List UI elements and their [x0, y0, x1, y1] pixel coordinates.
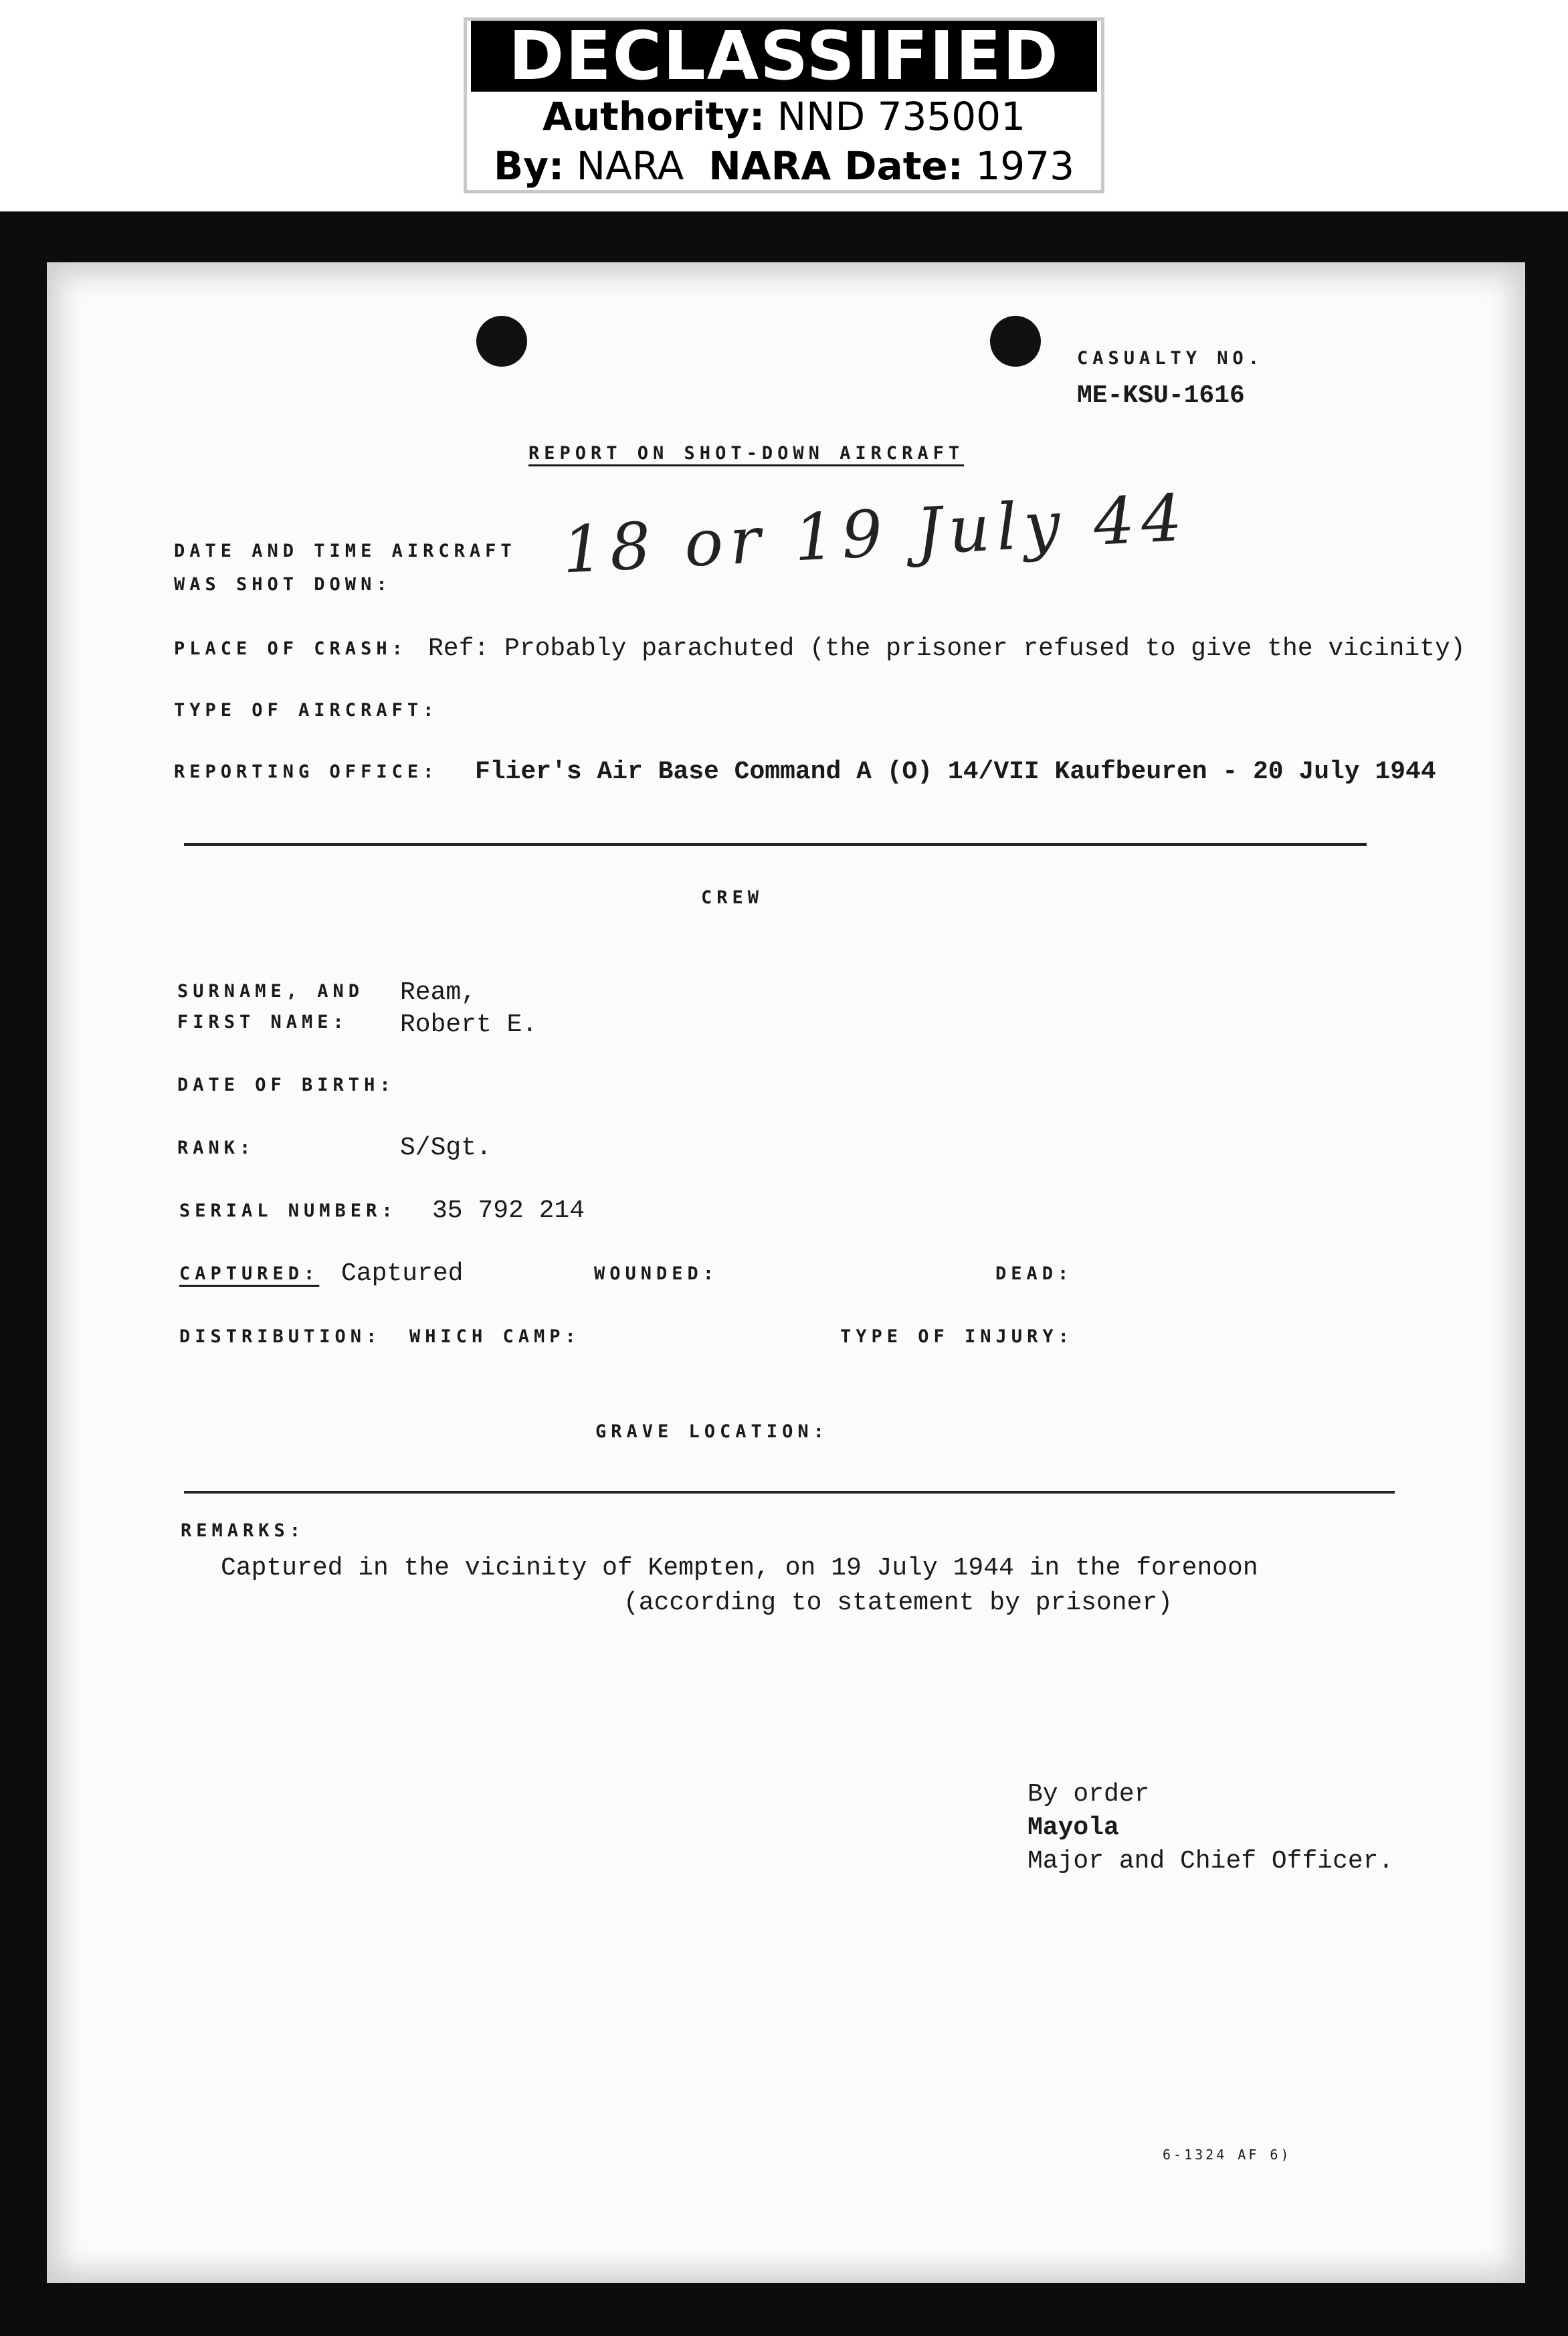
remarks-line-2: (according to statement by prisoner) — [623, 1589, 1173, 1617]
reporting-office-value: Flier's Air Base Command A (O) 14/VII Kaufbeuren - 20 July 1944 — [475, 757, 1436, 786]
signature-line-1: By order — [1027, 1780, 1150, 1809]
punch-hole-left — [476, 316, 527, 367]
surname-value: Ream, — [400, 978, 477, 1007]
grave-location-label: GRAVE LOCATION: — [595, 1421, 829, 1442]
place-of-crash-label: PLACE OF CRASH: — [174, 638, 407, 659]
remarks-line-1: Captured in the vicinity of Kempten, on 19 July 1944 in the forenoon — [221, 1554, 1258, 1583]
crew-heading: CREW — [701, 887, 764, 908]
signature-line-3: Major and Chief Officer. — [1027, 1847, 1394, 1876]
date-time-label-line-1: DATE AND TIME AIRCRAFT — [174, 541, 516, 561]
stamp-date-label: NARA Date: — [708, 143, 963, 189]
stamp-authority-label: Authority: — [543, 94, 765, 139]
serial-number-label: SERIAL NUMBER: — [179, 1200, 397, 1221]
place-of-crash-value: Ref: Probably parachuted (the prisoner refused to give the vicinity) — [428, 634, 1466, 663]
date-time-label-line-2: WAS SHOT DOWN: — [174, 574, 392, 595]
stamp-authority-value: NND 735001 — [777, 94, 1025, 139]
divider-bottom — [184, 1491, 1395, 1494]
rank-value: S/Sgt. — [400, 1134, 492, 1162]
remarks-label: REMARKS: — [181, 1520, 306, 1541]
divider-top — [184, 843, 1367, 846]
date-time-handwritten: 18 or 19 July 44 — [560, 480, 1191, 588]
signature-line-2: Mayola — [1027, 1813, 1119, 1842]
punch-hole-right — [990, 316, 1041, 367]
date-of-birth-label: DATE OF BIRTH: — [177, 1075, 395, 1095]
captured-value: Captured — [341, 1259, 464, 1288]
scan-frame — [0, 211, 1568, 2336]
form-number: 6-1324 AF 6) — [1163, 2147, 1292, 2163]
serial-number-value: 35 792 214 — [432, 1196, 585, 1225]
reporting-office-label: REPORTING OFFICE: — [174, 761, 439, 782]
declassified-stamp — [464, 17, 1104, 193]
casualty-number-value: ME-KSU-1616 — [1077, 381, 1245, 410]
stamp-date-value: 1973 — [975, 143, 1074, 189]
document-page — [47, 262, 1525, 2283]
distribution-label: DISTRIBUTION: — [179, 1326, 382, 1347]
wounded-label: WOUNDED: — [594, 1263, 719, 1284]
type-of-aircraft-label: TYPE OF AIRCRAFT: — [174, 700, 439, 721]
type-of-injury-label: TYPE OF INJURY: — [840, 1326, 1074, 1347]
rank-label: RANK: — [177, 1138, 256, 1158]
surname-label-line-1: SURNAME, AND — [177, 981, 365, 1002]
surname-label-line-2: FIRST NAME: — [177, 1012, 349, 1032]
report-title: REPORT ON SHOT-DOWN AIRCRAFT — [528, 443, 965, 464]
which-camp-label: WHICH CAMP: — [409, 1326, 581, 1347]
casualty-number-label: CASUALTY NO. — [1077, 348, 1264, 369]
dead-label: DEAD: — [995, 1263, 1074, 1284]
captured-label: CAPTURED: — [179, 1263, 320, 1284]
stamp-authority — [467, 92, 1101, 141]
stamp-title: DECLASSIFIED — [471, 21, 1097, 92]
stamp-by-date — [467, 141, 1101, 191]
stamp-by-label: By: — [494, 143, 565, 189]
stamp-by-value: NARA — [576, 143, 684, 189]
first-name-value: Robert E. — [400, 1010, 538, 1039]
